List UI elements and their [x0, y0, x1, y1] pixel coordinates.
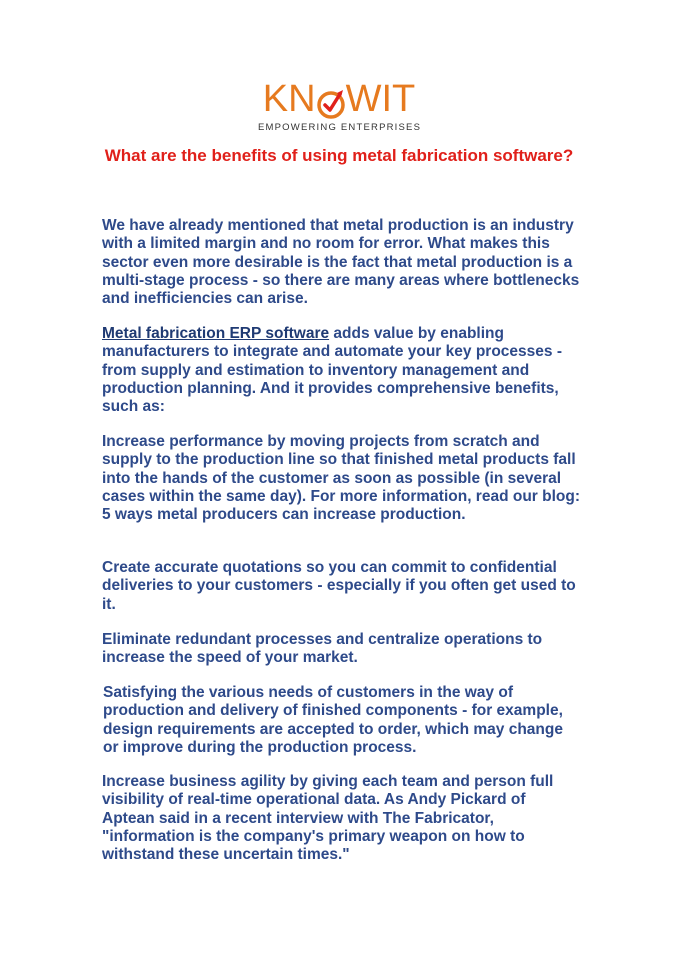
knowit-logo: [258, 80, 420, 134]
paragraph-erp-text: adds value by enabling manufacturers to integrate and automate your key processes - from supply and estimation to inventory management and production planning. And it provides comprehensive benefits, such as:: [102, 325, 562, 416]
logo-tagline: EMPOWERING ENTERPRISES: [258, 122, 422, 133]
paragraph-intro: We have already mentioned that metal production is an industry with a limited margin and no room for error. What makes this sector even more desirable is the fact that metal production is a multi-stage process - so there are many areas where bottlenecks and inefficiencies can arise.: [102, 217, 580, 308]
logo-letter-k: K: [262, 78, 289, 120]
logo-target-icon: [316, 84, 346, 118]
benefit-eliminate-redundancy: Eliminate redundant processes and centralize operations to increase the speed of your market.: [102, 631, 543, 667]
logo-letters-wit: WIT: [345, 78, 416, 120]
erp-software-link[interactable]: Metal fabrication ERP software: [102, 325, 330, 342]
benefit-quotations: Create accurate quotations so you can commit to confidential deliveries to your customers - especially if you often get used to it.: [102, 559, 576, 613]
benefit-performance: Increase performance by moving projects from scratch and supply to the production line so that finished metal products fall into the hands of the customer as soon as possible (in several cases within the same day). For more information, read our blog: 5 ways metal producers can increase production.: [102, 433, 581, 524]
benefit-customer-needs: Satisfying the various needs of customers in the way of production and delivery of finished components - for example, design requirements are accepted to order, which may change or improve during the production process.: [103, 684, 563, 756]
benefit-agility: Increase business agility by giving each team and person full visibility of real-time operational data. As Andy Pickard of Aptean said in a recent interview with The Fabricator, "information is the company's primary weapon on how to withstand these uncertain times.": [102, 773, 554, 864]
logo-letter-n: N: [288, 78, 316, 120]
paragraph-erp: [102, 325, 580, 416]
page-title: What are the benefits of using metal fabrication software?: [104, 146, 574, 165]
logo-wordmark: [258, 80, 420, 118]
